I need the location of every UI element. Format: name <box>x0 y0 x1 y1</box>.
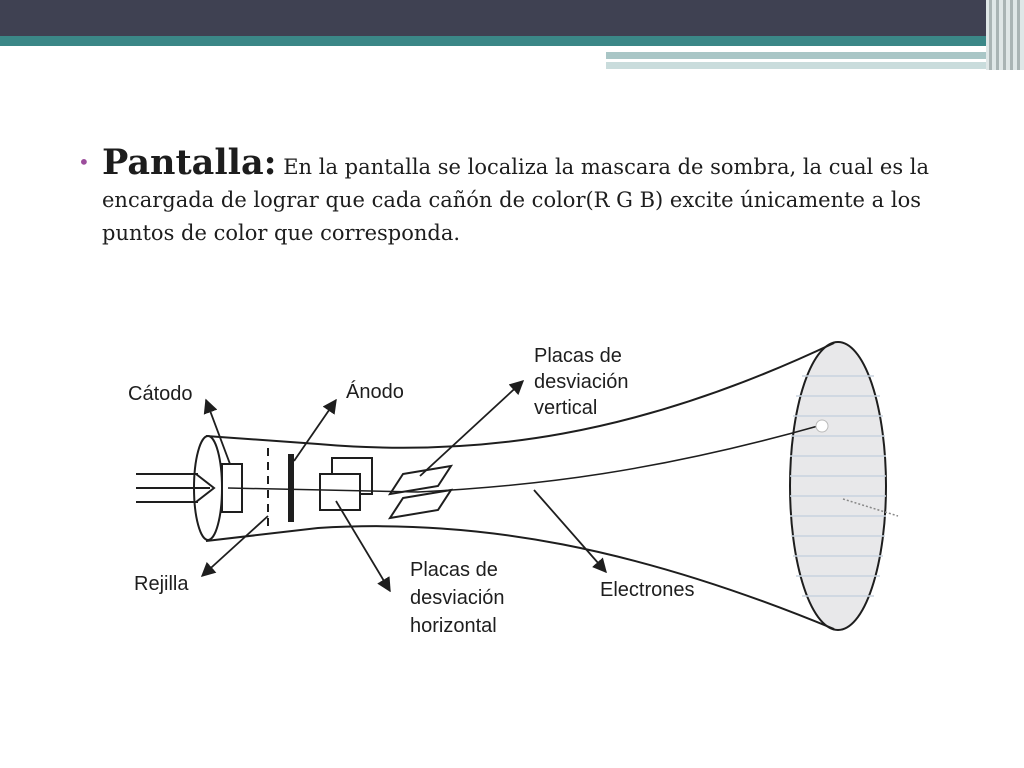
arrow-placas-horizontal <box>336 501 390 591</box>
beam-spot <box>816 420 828 432</box>
tube-upper-outline <box>206 343 834 448</box>
header-band <box>0 0 1024 36</box>
label-catodo: Cátodo <box>128 383 193 405</box>
label-placas-horizontal-line2: desviación <box>410 587 505 609</box>
label-anodo: Ánodo <box>346 381 404 403</box>
cathode-pins <box>136 474 214 502</box>
vertical-plate-bottom <box>390 490 451 518</box>
bullet-dot: • <box>78 150 90 174</box>
header-teal-line <box>0 36 1024 46</box>
screen-ellipse <box>790 342 886 630</box>
electron-beam <box>228 426 818 492</box>
horizontal-plate-front <box>320 474 360 510</box>
vertical-plate-top <box>390 466 451 494</box>
label-placas-vertical-line3: vertical <box>534 397 598 419</box>
crt-diagram <box>118 336 918 656</box>
tube-lower-outline <box>206 526 834 629</box>
header-accent-bar <box>606 52 986 59</box>
bullet-term: Pantalla: <box>102 142 277 183</box>
arrow-anodo <box>294 400 336 461</box>
header-corner-stripes <box>986 0 1024 70</box>
bullet-description: En la pantalla se localiza la mascara de sombra, la cual es la encargada de lograr que cada cañón de color(R G B) excite únicamente a los puntos de color que corresponda. <box>102 155 930 245</box>
label-placas-vertical-line2: desviación <box>534 371 629 393</box>
label-placas-horizontal-line3: horizontal <box>410 615 497 637</box>
label-rejilla: Rejilla <box>134 573 189 595</box>
arrow-placas-vertical <box>420 381 523 476</box>
bullet-paragraph <box>78 142 978 250</box>
arrow-electrones <box>534 490 606 572</box>
label-placas-horizontal-line1: Placas de <box>410 559 498 581</box>
label-placas-vertical-line1: Placas de <box>534 345 622 367</box>
header-accent-bar-secondary <box>606 62 1016 69</box>
label-electrones: Electrones <box>600 579 695 601</box>
anode-element <box>288 454 294 522</box>
